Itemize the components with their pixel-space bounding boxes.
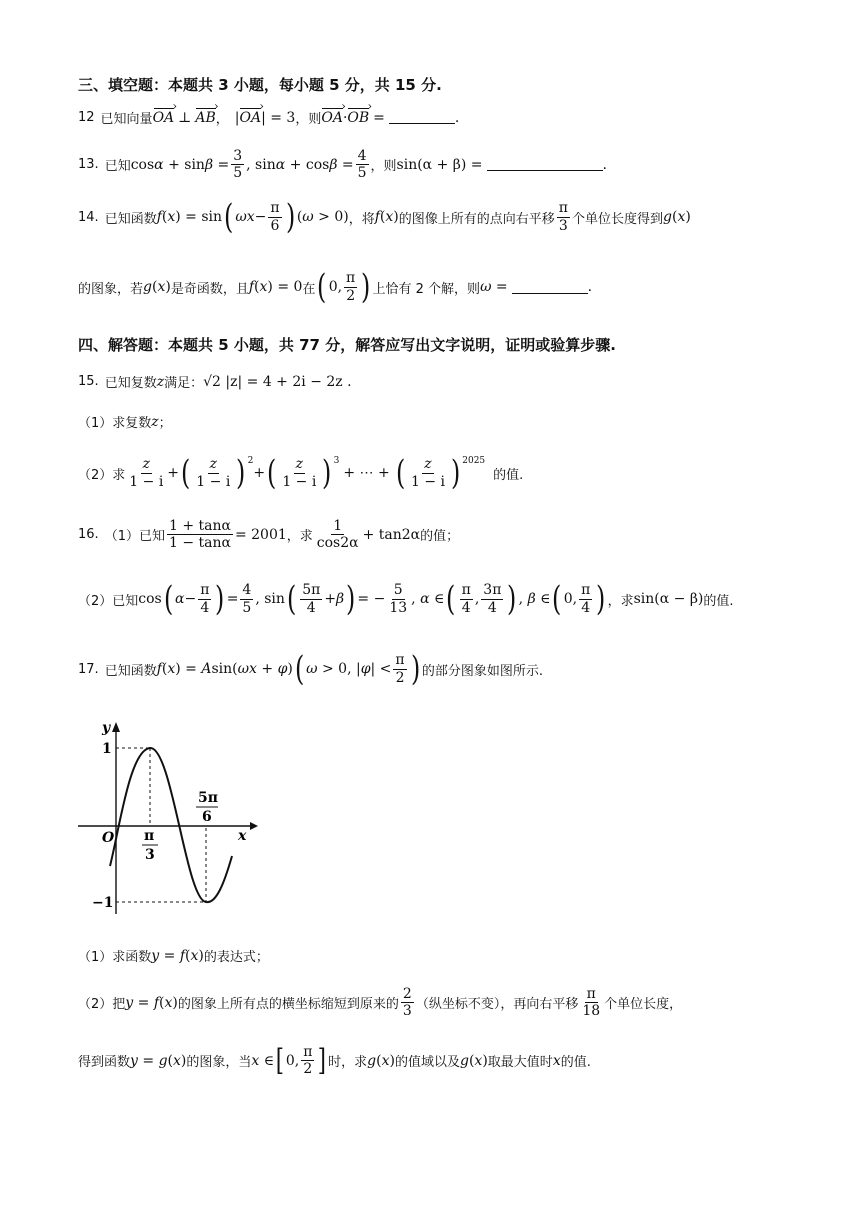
section3-header: 三、填空题：本题共 3 小题，每小题 5 分，共 15 分. (78, 76, 442, 94)
q15-exp2: 2 (247, 456, 254, 466)
q17-p2-c: 个单位长度， (604, 997, 683, 1013)
question-15 (78, 372, 352, 391)
y-tick-1: 1 (102, 741, 112, 757)
q12-then: ，则 (295, 112, 322, 127)
q15-num: 15. (78, 374, 99, 389)
question-15-part2: （2）求 $\frac{z}{1 - i}$ + ( $\frac{z}{1 - i}$ ) $^2$ + ( $\frac{z}{1 - i}$ ) $^3$ + ⋯ + ( $\frac{z}{1 - i}$ ) $^{2025}$ 的值. (78, 453, 524, 493)
function-graph (76, 716, 266, 922)
q13-then: ，则 (370, 159, 397, 175)
q14-line2-1: 的图象，若 (78, 281, 144, 297)
question-16-part2: （2）已知 cos ( α − $\frac{\pi}{4}$ ) = $\frac{4}{5}$ , sin ( $\frac{5\pi}{4}$ + β ) = − $\frac{5}{13}$ , α ∈ ( $\frac{\pi}{4}$ , $\frac{3\pi}{4}$ ) , β ∈ ( 0, $\frac{\pi}{4}$ ) ，求 sin(α − β) 的值. (78, 579, 734, 619)
question-15-part1: （1）求复数 z ； (78, 413, 172, 431)
q13-answer-blank[interactable] (487, 158, 603, 171)
q13-frac1: $\frac{3}{5}$ (233, 148, 243, 182)
x-tick-pi3-num: π (144, 828, 155, 844)
q16-p1: （1）已知 (104, 529, 165, 545)
q14-text4: 个单位长度得到 (571, 211, 663, 227)
q15-exp2025: 2025 (462, 456, 486, 466)
q12-text: 已知向量 (100, 112, 153, 127)
q15-p2-end: 的值. (493, 467, 524, 483)
q15-p1-end: ； (158, 416, 172, 431)
x-axis-arrow (250, 822, 258, 830)
q16-p2-end: ，求 (607, 593, 634, 609)
q17-p3-d: 取最大值时 (487, 1055, 553, 1071)
q14-line2-3: 在 (302, 281, 316, 297)
q12-num: 12 (78, 110, 95, 125)
y-axis-arrow (112, 722, 120, 732)
question-13 (78, 148, 607, 181)
q12-sep: ， (215, 112, 229, 127)
q15-p2: （2）求 (78, 467, 126, 483)
vector-oa: OA › (153, 110, 175, 126)
section4-header: 四、解答题：本题共 5 小题，共 77 分，解答应写出文字说明，证明或验算步骤. (78, 336, 616, 354)
q16-p2: （2）已知 (78, 593, 139, 609)
q14-text3: 的图像上所有的点向右平移 (398, 211, 555, 227)
q14-text1: 已知函数 (104, 211, 157, 227)
q14-omega: ω = (480, 279, 508, 295)
q16-num: 16. (78, 527, 99, 543)
q16-frac-den: cos2α (316, 535, 359, 552)
q16-p1-end: 的值； (420, 529, 460, 545)
q14-text2: ，将 (348, 211, 375, 227)
question-17-part1: （1）求函数 y = f(x) 的表达式； (78, 947, 269, 965)
q12-dot: · (342, 109, 348, 126)
q12-abs: |OA ›| = 3 (235, 110, 296, 126)
q16-frac-num: 1 (333, 518, 343, 534)
q15-exp3: 3 (333, 456, 340, 466)
q14-end: . (587, 279, 593, 295)
q15-var: z (156, 373, 165, 390)
q16-p2-tail: 的值. (703, 593, 734, 609)
q16-p1-tail: + tan2α (362, 526, 421, 543)
q17-p3: 得到函数 (78, 1055, 131, 1071)
q13-text: 已知 (104, 159, 131, 175)
q13-num: 13. (78, 157, 99, 173)
q17-tail: 的部分图象如图所示. (421, 663, 544, 679)
q14-shift: $\frac{\pi}{3}$ (558, 200, 568, 234)
q13-end: . (602, 156, 607, 173)
q16-p2-expr: sin(α − β) (633, 591, 704, 607)
q17-p3-c: 的值域以及 (394, 1055, 460, 1071)
q13-eq2: , sinα + cosβ = (246, 156, 354, 173)
x-axis-label: x (238, 828, 247, 844)
question-14-line2: 的图象，若 g(x) 是奇函数，且 f(x) = 0 在 ( 0, $\frac{\pi}{2}$ ) 上恰有 2 个解，则 ω = . (78, 267, 593, 307)
origin-label: O (102, 830, 115, 846)
q17-p1-end: 的表达式； (203, 950, 269, 965)
q12-eq: = (373, 109, 385, 126)
x-tick-5pi6-num: 5π (198, 790, 218, 806)
q16-p1-den: 1 − tanα (168, 535, 231, 552)
q17-p3-b: 时，求 (328, 1055, 368, 1071)
q12-answer-blank[interactable] (389, 111, 455, 124)
question-16-part1 (78, 518, 459, 551)
vector-oa-2: OA › (321, 110, 343, 126)
q12-perp: ⊥ (178, 109, 192, 126)
q17-p1: （1）求函数 (78, 950, 152, 965)
question-14-line1: 14. 已知函数 f(x) = sin ( ωx − $\frac{\pi}{6}$ ) (ω > 0) ，将 f(x) 的图像上所有的点向右平移 $\frac{\pi}{3}$ 个单位长度得到 g(x) (78, 197, 691, 237)
question-17: 17. 已知函数 f(x) = Asin(ωx + φ) ( ω > 0, |φ| < $\frac{\pi}{2}$ ) 的部分图象如图所示. (78, 649, 544, 689)
q14-num: 14. (78, 209, 99, 225)
q14-line2-2: 是奇函数，且 (170, 281, 249, 297)
x-tick-pi3-den: 3 (145, 847, 155, 863)
q17-num: 17. (78, 661, 99, 677)
question-12 (78, 108, 459, 127)
q13-eq1: cosα + sinβ = (130, 156, 230, 173)
q13-expr: sin(α + β) = (396, 156, 483, 173)
q15-satisfy: 满足： (164, 376, 204, 391)
q16-p1-then: ，求 (286, 529, 313, 545)
q17-p3-e: 的值. (560, 1055, 591, 1071)
q17-text: 已知函数 (104, 663, 157, 679)
q16-p1-num: 1 + tanα (168, 518, 231, 534)
q17-p2-a: 的图象上所有点的横坐标缩短到原来的 (177, 997, 399, 1013)
q14-func: f(x) = sin (156, 209, 223, 225)
q17-p2: （2）把 (78, 997, 126, 1013)
vector-ob: OB › (347, 110, 369, 126)
q13-frac2: $\frac{4}{5}$ (357, 148, 367, 182)
q17-p2-b: （纵坐标不变），再向右平移 (415, 997, 579, 1013)
q14-line2-4: 上恰有 2 个解，则 (372, 281, 481, 297)
q15-p1: （1）求复数 (78, 416, 152, 431)
q14-answer-blank[interactable] (512, 281, 588, 294)
q17-p3-a: 的图象，当 (186, 1055, 252, 1071)
sine-curve (110, 748, 232, 902)
y-axis-label: y (102, 720, 111, 736)
q15-eq: √2 |z| = 4 + 2i − 2z . (203, 373, 352, 390)
x-tick-5pi6-den: 6 (202, 809, 212, 825)
q16-p1-eq: = 2001 (234, 526, 287, 543)
q12-end: . (454, 109, 460, 126)
question-17-part2-line2: 得到函数 y = g(x) 的图象，当 x ∈ [ 0, $\frac{\pi}{2}$ ] 时，求 g(x) 的值域以及 g(x) 取最大值时 x 的值. (78, 1042, 591, 1078)
q15-text: 已知复数 (104, 376, 157, 391)
vector-ab: AB › (195, 110, 215, 126)
y-tick-neg1: −1 (92, 895, 114, 911)
question-17-part2: （2）把 y = f(x) 的图象上所有点的横坐标缩短到原来的 $\frac{2}{3}$ （纵坐标不变），再向右平移 $\frac{\pi}{18}$ 个单位长度， (78, 986, 683, 1020)
q17-p3-x: x (552, 1052, 561, 1069)
